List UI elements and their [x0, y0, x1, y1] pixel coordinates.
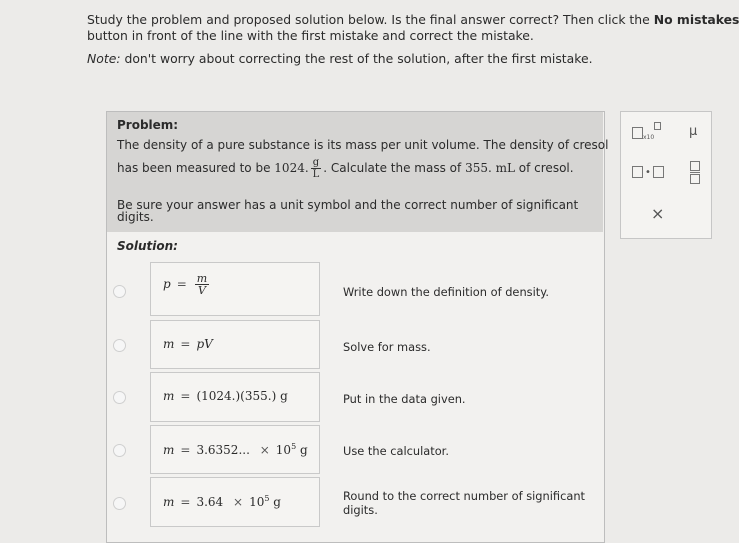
step-5-times: × [233, 495, 244, 509]
step-2-equation [150, 320, 320, 369]
step-4-mantissa: 3.6352... [196, 443, 250, 457]
step-5-math [163, 494, 281, 509]
step-5-description: Round to the correct number of significant digits. [343, 489, 586, 517]
problem-title: Problem: [117, 118, 179, 132]
step-1-lhs: p [163, 277, 171, 291]
numerator-box-icon [690, 161, 700, 171]
problem-line2-post: . Calculate the mass of [323, 161, 462, 175]
step-3-radio[interactable] [113, 391, 126, 404]
step-1-num: m [196, 272, 208, 285]
step-4-base: 10 [275, 443, 292, 457]
no-mistakes-label: No mistakes [653, 12, 739, 27]
step-1-fraction [195, 273, 209, 296]
step-4-description: Use the calculator. [343, 444, 449, 458]
step-5-exponent: 5 [264, 494, 270, 503]
step-4-exponent: 5 [291, 442, 297, 451]
step-5-lhs: m [163, 495, 175, 509]
step-1-radio[interactable] [113, 285, 126, 298]
step-1-op: = [176, 277, 187, 291]
x10-label: x10 [643, 134, 655, 141]
step-4-unit: g [299, 443, 308, 457]
sci-notation-button[interactable] [632, 122, 661, 141]
unit-denominator: L [312, 169, 320, 180]
step-4-equation [150, 425, 320, 474]
step-2-description: Solve for mass. [343, 340, 431, 354]
note-label: Note: [87, 51, 121, 66]
exponent-box-icon [654, 122, 661, 130]
step-3-rhs: (1024.)(355.) g [196, 389, 288, 403]
close-icon[interactable]: × [651, 204, 665, 223]
step-4-op: = [180, 443, 191, 457]
step-3-description: Put in the data given. [343, 392, 466, 406]
mu-button[interactable]: μ [689, 124, 698, 139]
fraction-bar-icon [690, 172, 700, 173]
step-4-math [163, 442, 308, 457]
instructions-line2: button in front of the line with the first mistake and correct the mistake. [87, 28, 534, 43]
problem-line1: The density of a pure substance is its mass per unit volume. The density of cresol [117, 138, 609, 152]
fraction-button[interactable] [690, 161, 700, 184]
note [87, 51, 593, 67]
right-box-icon [653, 166, 664, 178]
denominator-box-icon [690, 174, 700, 184]
dot-label: • [645, 167, 651, 178]
step-3-math [163, 389, 288, 403]
step-3-op: = [180, 389, 191, 403]
step-5-equation [150, 477, 320, 527]
step-5-base: 10 [249, 495, 265, 509]
solution-title: Solution: [117, 239, 178, 253]
step-4-times: × [259, 443, 270, 457]
instructions-line1 [87, 12, 739, 28]
step-1-description: Write down the definition of density. [343, 285, 549, 299]
problem-line3: Be sure your answer has a unit symbol and the correct number of significant [117, 198, 579, 212]
step-4-lhs: m [163, 443, 175, 457]
note-text: don't worry about correcting the rest of the solution, after the first mistake. [120, 51, 593, 66]
problem-line2 [117, 157, 574, 180]
step-3-lhs: m [163, 389, 175, 403]
instructions-text: Study the problem and proposed solution below. Is the final answer correct? Then click the [87, 12, 654, 27]
step-5-unit: g [273, 495, 281, 509]
step-2-lhs: m [163, 337, 175, 351]
density-value: 1024. [274, 161, 309, 175]
left-box-icon [632, 166, 643, 178]
step-5-op: = [180, 495, 191, 509]
step-5-mantissa: 3.64 [196, 495, 224, 509]
problem-line2-pre: has been measured to be [117, 161, 271, 175]
step-3-equation [150, 372, 320, 422]
density-unit [311, 157, 322, 180]
unit-numerator: g [311, 157, 322, 169]
step-4-radio[interactable] [113, 444, 126, 457]
multiply-dot-button[interactable] [632, 166, 664, 178]
step-1-den: V [197, 284, 206, 297]
step-2-math [163, 337, 213, 351]
step-1-equation [150, 262, 320, 316]
volume-value: 355. mL [465, 161, 515, 175]
step-2-rhs: pV [196, 337, 213, 351]
step-2-radio[interactable] [113, 339, 126, 352]
problem-line2-end: of cresol. [518, 161, 574, 175]
step-1-math [163, 273, 211, 296]
base-box-icon [632, 127, 643, 139]
problem-line4: digits. [117, 210, 154, 224]
step-5-radio[interactable] [113, 497, 126, 510]
step-2-op: = [180, 337, 191, 351]
